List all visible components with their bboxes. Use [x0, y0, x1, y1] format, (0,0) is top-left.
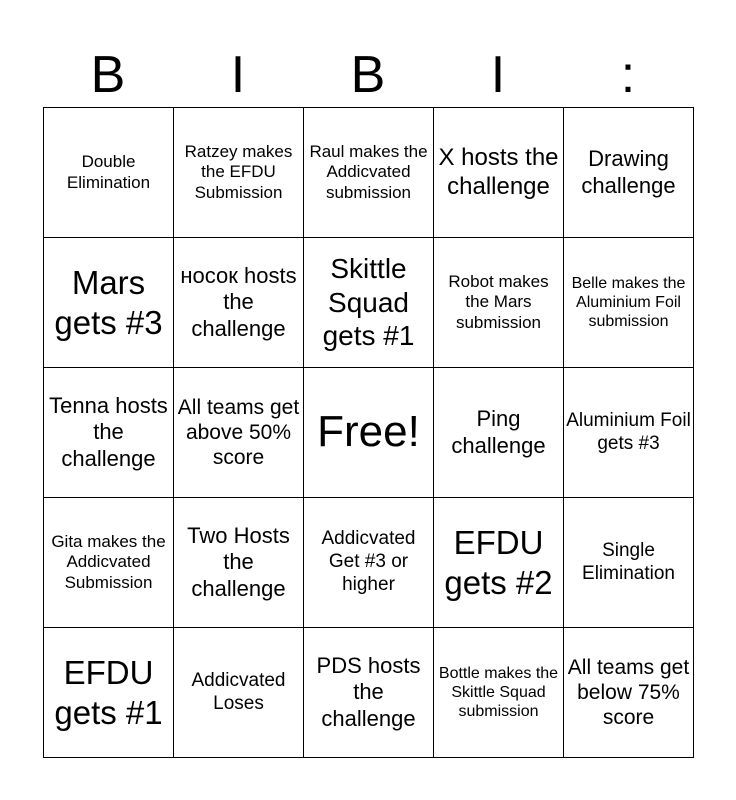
bingo-board: [43, 107, 694, 758]
bingo-cell: All teams get above 50% score: [174, 368, 304, 498]
bingo-cell: Two Hosts the challenge: [174, 498, 304, 628]
header-letter-1: B: [90, 46, 126, 104]
bingo-cell: Skittle Squad gets #1: [304, 238, 434, 368]
bingo-cell: Single Elimination: [564, 498, 694, 628]
board-row: [44, 238, 694, 368]
bingo-cell: Belle makes the Aluminium Foil submission: [564, 238, 694, 368]
bingo-cell: Addicvated Get #3 or higher: [304, 498, 434, 628]
bingo-cell: Mars gets #3: [44, 238, 174, 368]
bingo-cell: Aluminium Foil gets #3: [564, 368, 694, 498]
bingo-cell: PDS hosts the challenge: [304, 628, 434, 758]
bingo-cell: Addicvated Loses: [174, 628, 304, 758]
bingo-cell: носок hosts the challenge: [174, 238, 304, 368]
bingo-cell: Tenna hosts the challenge: [44, 368, 174, 498]
bingo-cell: X hosts the challenge: [434, 108, 564, 238]
header-letter-5: :: [620, 46, 636, 104]
bingo-cell: EFDU gets #1: [44, 628, 174, 758]
bingo-cell: Ratzey makes the EFDU Submission: [174, 108, 304, 238]
bingo-cell: Bottle makes the Skittle Squad submission: [434, 628, 564, 758]
bingo-cell: EFDU gets #2: [434, 498, 564, 628]
board-row: [44, 368, 694, 498]
header-letter-3: B: [350, 46, 386, 104]
header-letter-4: I: [490, 46, 506, 104]
bingo-cell: Raul makes the Addicvated submission: [304, 108, 434, 238]
bingo-cell: Drawing challenge: [564, 108, 694, 238]
bingo-header: [43, 42, 693, 108]
board-row: [44, 498, 694, 628]
board-row: [44, 108, 694, 238]
bingo-cell: All teams get below 75% score: [564, 628, 694, 758]
bingo-cell: Robot makes the Mars submission: [434, 238, 564, 368]
free-space: Free!: [304, 368, 434, 498]
header-letter-2: I: [230, 46, 246, 104]
bingo-cell: Double Elimination: [44, 108, 174, 238]
bingo-cell: Gita makes the Addicvated Submission: [44, 498, 174, 628]
board-row: [44, 628, 694, 758]
bingo-cell: Ping challenge: [434, 368, 564, 498]
